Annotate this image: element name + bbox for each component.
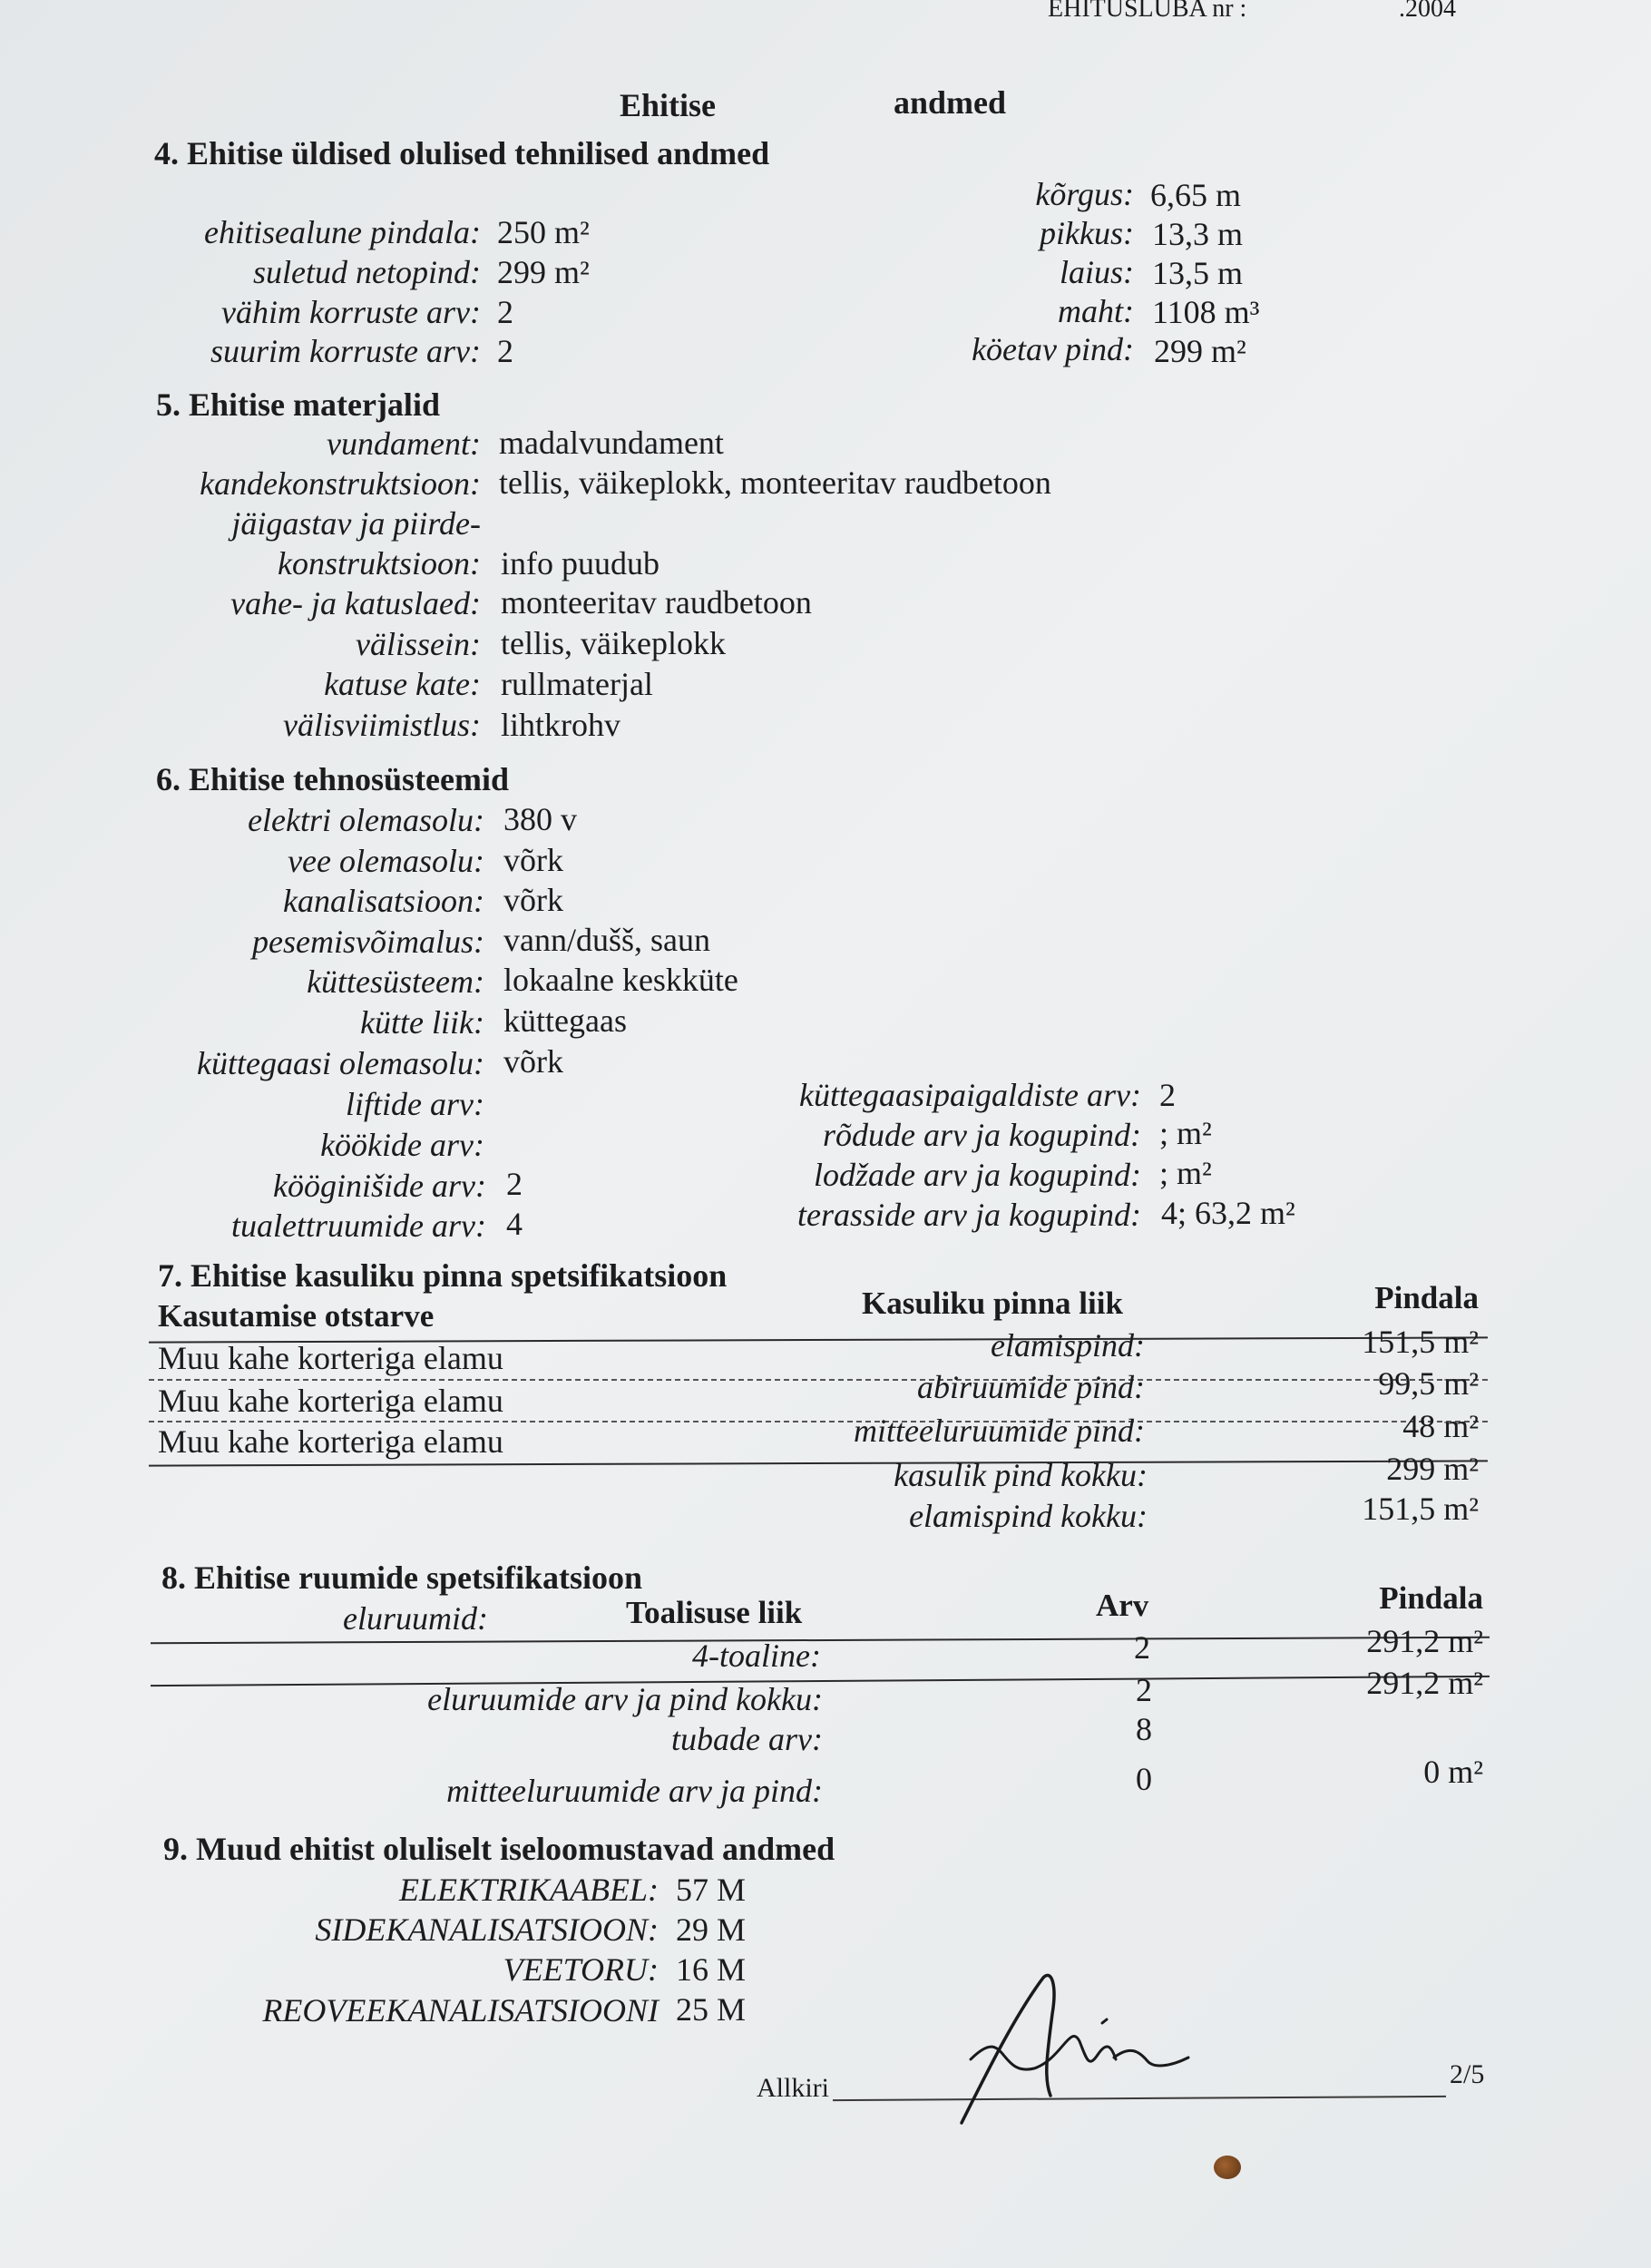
s4-left-label: ehitisealune pindala: — [204, 214, 481, 250]
s6-value: vann/dušš, saun — [503, 922, 710, 958]
s5-label: välisviimistlus: — [283, 707, 481, 743]
s4-right-label: maht: — [1058, 293, 1134, 329]
s6-value: lokaalne keskküte — [503, 962, 738, 998]
s6-count-value: 4 — [506, 1206, 523, 1242]
s4-left-value: 250 m² — [497, 214, 590, 250]
s7-body-rule — [149, 1460, 1488, 1466]
s8-rooms-label: tubade arv: — [671, 1721, 823, 1757]
s6-count-value: 2 — [506, 1166, 523, 1202]
s8-total-label: eluruumide arv ja pind kokku: — [427, 1681, 823, 1717]
s5-value: madalvundament — [499, 425, 724, 461]
s6-count-label: tualettruumide arv: — [231, 1207, 486, 1244]
s5-label: vundament: — [327, 425, 481, 462]
s6-count-label: köökide arv: — [320, 1127, 484, 1163]
s5-label: jäigastav ja piirde- — [231, 505, 481, 542]
s7-total-value: 299 m² — [1386, 1451, 1479, 1487]
s5-value: monteeritav raudbetoon — [501, 584, 812, 621]
s7-row-area: 48 m² — [1402, 1408, 1479, 1444]
signature-label: Allkiri — [757, 2073, 829, 2103]
s9-label: SIDEKANALISATSIOON: — [315, 1911, 659, 1948]
s6-right-value: ; m² — [1159, 1115, 1212, 1151]
s6-right-label: küttegaasipaigaldiste arv: — [799, 1077, 1141, 1113]
s6-label: kanalisatsioon: — [283, 883, 484, 919]
section-6-title: 6. Ehitise tehnosüsteemid — [156, 761, 510, 797]
s6-right-label: lodžade arv ja kogupind: — [814, 1157, 1141, 1193]
s8-row-type: 4-toaline: — [692, 1637, 821, 1674]
s4-right-label: köetav pind: — [972, 331, 1134, 367]
s8-row-count: 2 — [1134, 1629, 1150, 1666]
s9-value: 57 M — [676, 1872, 747, 1908]
s6-value: võrk — [503, 1043, 563, 1080]
s6-count-label: kööginišide arv: — [273, 1168, 486, 1204]
s7-total-label: elamispind kokku: — [909, 1498, 1148, 1534]
s9-value: 29 M — [676, 1911, 747, 1948]
s5-label: kandekonstruktsioon: — [200, 465, 481, 502]
s7-row-kind: elamispind: — [991, 1327, 1145, 1364]
s7-col-area: Pindala — [1374, 1280, 1479, 1315]
s8-col-type: Toalisuse liik — [626, 1595, 803, 1630]
s6-value: võrk — [503, 842, 563, 878]
s6-label: küttesüsteem: — [307, 963, 484, 1000]
s6-label: küttegaasi olemasolu: — [197, 1045, 484, 1081]
s8-col-count: Arv — [1096, 1588, 1149, 1623]
s4-right-value: 13,3 m — [1152, 216, 1244, 252]
s7-row-kind: abiruumide pind: — [917, 1369, 1145, 1405]
s8-col-area: Pindala — [1379, 1580, 1483, 1616]
s9-value: 16 M — [676, 1951, 747, 1988]
section-4-title: 4. Ehitise üldised olulised tehnilised andmed — [154, 135, 770, 171]
s9-label: VEETORU: — [503, 1951, 659, 1988]
s8-total-area: 291,2 m² — [1366, 1665, 1483, 1701]
s4-left-label: suurim korruste arv: — [210, 333, 481, 369]
s9-label: REOVEEKANALISATSIOONI — [262, 1992, 659, 2028]
s6-right-label: rõdude arv ja kogupind: — [823, 1117, 1141, 1153]
s4-right-value: 1108 m³ — [1152, 294, 1260, 330]
s7-row-rule — [149, 1379, 1488, 1381]
s7-row-use: Muu kahe korteriga elamu — [158, 1340, 503, 1376]
s4-left-label: vähim korruste arv: — [221, 294, 481, 330]
s5-label: katuse kate: — [324, 666, 481, 702]
s5-label: konstruktsioon: — [278, 545, 481, 582]
s5-value: tellis, väikeplokk, monteeritav raudbetoon — [499, 464, 1051, 501]
s4-right-label: laius: — [1059, 254, 1134, 290]
s5-value: lihtkrohv — [501, 707, 620, 743]
section-9-title: 9. Muud ehitist oluliselt iseloomustavad andmed — [163, 1831, 835, 1867]
s4-right-label: pikkus: — [1040, 215, 1134, 251]
s5-label: välissein: — [356, 626, 481, 662]
s6-label: pesemisvõimalus: — [252, 924, 484, 960]
s8-col-group: eluruumid: — [343, 1600, 488, 1637]
s6-value: küttegaas — [503, 1002, 627, 1039]
s8-row-area: 291,2 m² — [1366, 1623, 1483, 1659]
s7-row-area: 99,5 m² — [1378, 1365, 1479, 1402]
paper-stain — [1214, 2156, 1241, 2179]
s7-total-label: kasulik pind kokku: — [894, 1457, 1148, 1493]
s4-right-value: 13,5 m — [1152, 255, 1244, 291]
s6-right-label: terasside arv ja kogupind: — [797, 1197, 1141, 1233]
permit-date: .2004 — [1399, 0, 1456, 23]
s6-label: vee olemasolu: — [288, 843, 484, 879]
s4-right-label: kõrgus: — [1035, 176, 1134, 212]
s7-row-use: Muu kahe korteriga elamu — [158, 1383, 503, 1419]
s7-row-kind: mitteeluruumide pind: — [854, 1413, 1145, 1449]
page-title-left: Ehitise — [620, 87, 717, 123]
s9-value: 25 M — [676, 1991, 747, 2028]
page-number: 2/5 — [1450, 2059, 1485, 2089]
s6-right-value: 4; 63,2 m² — [1161, 1195, 1295, 1231]
s9-label: ELEKTRIKAABEL: — [399, 1872, 659, 1908]
s4-left-label: suletud netopind: — [253, 254, 481, 290]
permit-number: EHITUSLUBA nr : — [1048, 0, 1247, 23]
s6-right-value: 2 — [1159, 1077, 1176, 1113]
s6-value: 380 v — [503, 801, 577, 837]
s7-col-use: Kasutamise otstarve — [158, 1298, 435, 1334]
s4-right-value: 299 m² — [1154, 333, 1246, 369]
s8-nonres-label: mitteeluruumide arv ja pind: — [446, 1773, 823, 1809]
s5-value: rullmaterjal — [501, 666, 653, 702]
s6-label: elektri olemasolu: — [248, 802, 484, 838]
s8-nonres-area: 0 m² — [1423, 1754, 1483, 1790]
s8-rooms-count: 8 — [1136, 1711, 1152, 1747]
s5-label: vahe- ja katuslaed: — [230, 585, 481, 621]
s6-value: võrk — [503, 882, 563, 918]
handwritten-signature — [943, 1960, 1197, 2141]
s6-right-value: ; m² — [1159, 1155, 1212, 1191]
s5-value: info puudub — [501, 545, 659, 582]
s5-value: tellis, väikeplokk — [501, 625, 726, 661]
s7-total-value: 151,5 m² — [1362, 1491, 1479, 1527]
section-7-title: 7. Ehitise kasuliku pinna spetsifikatsioon — [158, 1257, 728, 1294]
s7-col-kind: Kasuliku pinna liik — [862, 1286, 1123, 1321]
s7-row-use: Muu kahe korteriga elamu — [158, 1423, 503, 1460]
s4-right-value: 6,65 m — [1150, 177, 1242, 213]
s4-left-value: 299 m² — [497, 254, 590, 290]
section-5-title: 5. Ehitise materjalid — [156, 386, 440, 423]
section-8-title: 8. Ehitise ruumide spetsifikatsioon — [161, 1559, 643, 1596]
s8-nonres-count: 0 — [1136, 1761, 1152, 1797]
s4-left-value: 2 — [497, 294, 513, 330]
s6-count-label: liftide arv: — [346, 1086, 484, 1122]
s6-label: kütte liik: — [360, 1004, 484, 1041]
s7-row-area: 151,5 m² — [1362, 1324, 1479, 1360]
s4-left-value: 2 — [497, 333, 513, 369]
s8-total-count: 2 — [1136, 1672, 1152, 1708]
page-title-right: andmed — [894, 84, 1007, 121]
